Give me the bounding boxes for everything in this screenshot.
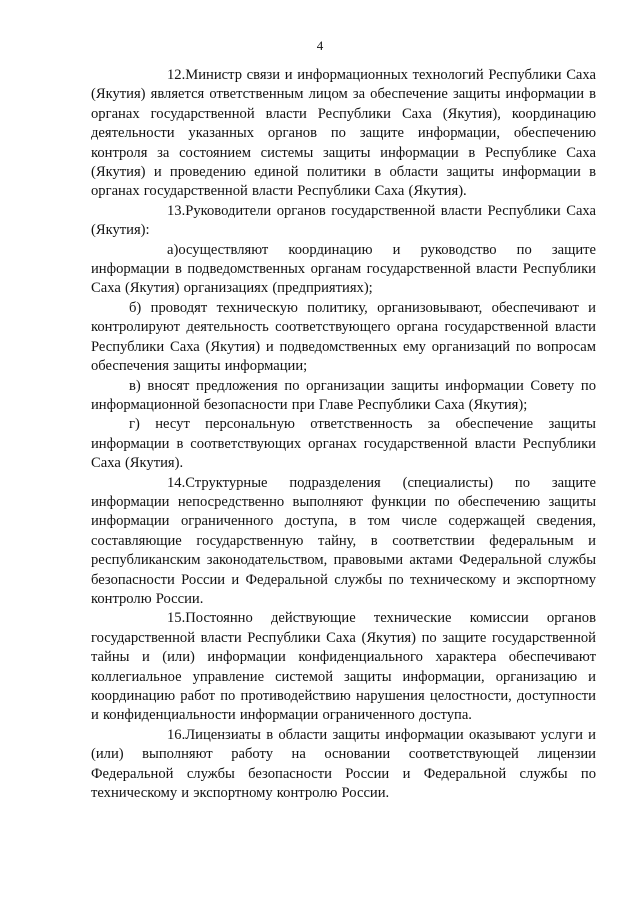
paragraph-text: вносят предложения по организации защиты информации Совету по информационной безопасности при Главе Республики Саха (Якутия); xyxy=(91,377,596,413)
paragraph-12 xyxy=(91,66,596,202)
paragraph-number: 14. xyxy=(167,474,186,491)
document-body xyxy=(91,66,596,803)
page-number: 4 xyxy=(316,38,324,53)
paragraph-number: 15. xyxy=(167,610,186,627)
paragraph-text: Постоянно действующие технические комиссии органов государственной власти Республики Саха (Якутия) по защите государственной тайны и (или) информации конфиденциального характера обеспечивают коллегиальное управление системой защиты информации, организацию и координацию работ по противодействию нарушения целостности, доступности и конфиденциальности информации ограниченного доступа. xyxy=(91,610,596,724)
paragraph-13-g xyxy=(91,415,596,473)
paragraph-number: г) xyxy=(129,416,140,433)
paragraph-text: осуществляют координацию и руководство по защите информации в подведомственных органам государственной власти Республики Саха (Якутия) организациях (предприятиях); xyxy=(91,241,596,297)
paragraph-number: 16. xyxy=(167,726,186,743)
paragraph-16 xyxy=(91,726,596,804)
paragraph-14 xyxy=(91,474,596,610)
paragraph-text: несут персональную ответственность за обеспечение защиты информации в соответствующих органах государственной власти Республики Саха (Якутия). xyxy=(91,416,596,472)
paragraph-13-v xyxy=(91,377,596,416)
paragraph-text: проводят техническую политику, организовывают, обеспечивают и контролируют деятельность соответствующего органа государственной власти Республики Саха (Якутия) и подведомственных ему организаций по вопросам обеспечения защиты информации; xyxy=(91,299,596,375)
paragraph-text: Руководители органов государственной власти Республики Саха (Якутия): xyxy=(91,202,596,239)
paragraph-number: 12. xyxy=(167,67,186,83)
paragraph-number: а) xyxy=(167,241,179,258)
paragraph-13 xyxy=(91,202,596,241)
paragraph-number: 13. xyxy=(167,202,186,219)
paragraph-number: в) xyxy=(129,377,141,394)
paragraph-text: Лицензиаты в области защиты информации оказывают услуги и (или) выполняют работу на основании соответствующей лицензии Федеральной службы безопасности России и Федеральной службы по техническому и экспортному контролю России. xyxy=(91,726,596,802)
paragraph-number: б) xyxy=(129,299,142,316)
paragraph-13-a xyxy=(91,241,596,299)
paragraph-text: Министр связи и информационных технологий Республики Саха (Якутия) является ответственным лицом за обеспечение защиты информации в органах государственной власти Республики Саха (Якутия), координацию деятельности указанных органов по защите информации, обеспечению контроля за состоянием системы защиты информации в Республике Саха (Якутия) и проведению единой политики в области защиты информации в органах государственной власти Республики Саха (Якутия). xyxy=(91,67,596,200)
paragraph-text: Структурные подразделения (специалисты) по защите информации непосредственно выполняют функции по обеспечению защиты информации ограниченного доступа, в том числе содержащей сведения, составляющие государственную тайну, в соответствии федеральным и республиканским законодательством, правовыми актами Федеральной службы безопасности России и Федеральной службы по техническому и экспортному контролю России. xyxy=(91,474,596,607)
paragraph-15 xyxy=(91,609,596,725)
paragraph-13-b xyxy=(91,299,596,377)
